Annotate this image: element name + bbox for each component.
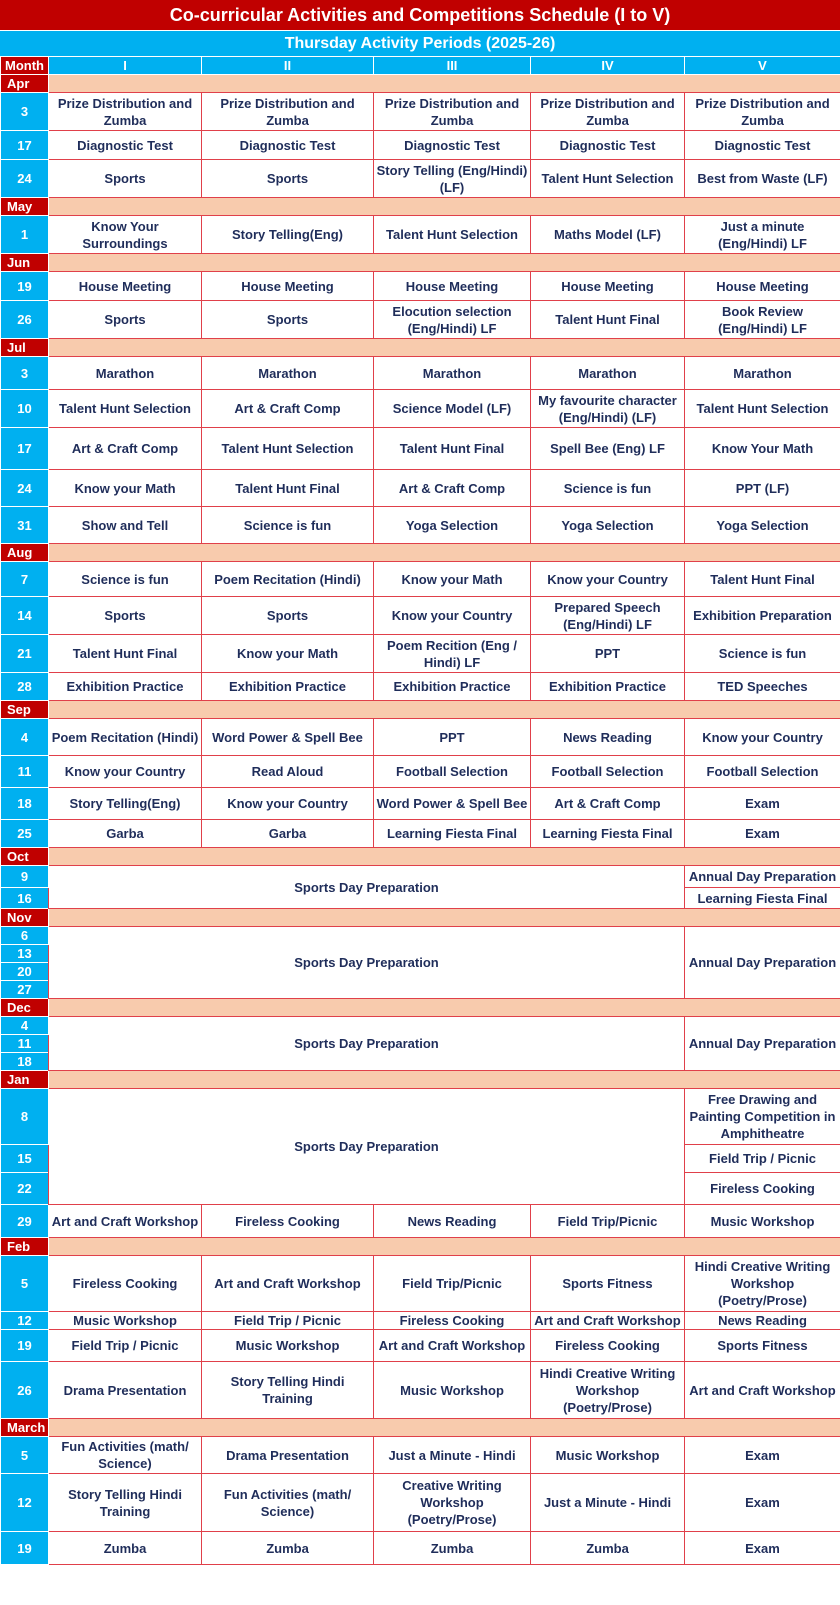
activity-cell: Talent Hunt Selection xyxy=(49,390,202,428)
activity-cell: Field Trip / Picnic xyxy=(49,1330,202,1362)
month-label: March xyxy=(1,1419,49,1437)
activity-cell: Maths Model (LF) xyxy=(531,216,685,254)
schedule-body xyxy=(1,57,840,1565)
activity-cell: Know Your Surroundings xyxy=(49,216,202,254)
activity-cell: Talent Hunt Selection xyxy=(531,160,685,198)
activity-cell: Field Trip / Picnic xyxy=(685,1145,840,1173)
month-row xyxy=(1,1238,840,1256)
activity-cell: Art & Craft Comp xyxy=(49,428,202,470)
activity-cell: Free Drawing and Painting Competition in Amphitheatre xyxy=(685,1089,840,1145)
activity-cell: Art and Craft Workshop xyxy=(202,1256,374,1312)
activity-cell: Fireless Cooking xyxy=(531,1330,685,1362)
activity-cell: House Meeting xyxy=(685,272,840,301)
activity-cell: Best from Waste (LF) xyxy=(685,160,840,198)
activity-cell: Marathon xyxy=(374,357,531,390)
date-cell: 24 xyxy=(1,160,49,198)
activity-cell: Prize Distribution and Zumba xyxy=(531,93,685,131)
date-cell: 19 xyxy=(1,1330,49,1362)
activity-cell: Prize Distribution and Zumba xyxy=(374,93,531,131)
date-cell: 3 xyxy=(1,93,49,131)
activity-cell: Poem Recition (Eng / Hindi) LF xyxy=(374,635,531,673)
activity-cell: Fun Activities (math/ Science) xyxy=(49,1437,202,1474)
month-band xyxy=(49,1071,840,1089)
activity-cell: Diagnostic Test xyxy=(202,131,374,160)
header-month: Month xyxy=(1,57,49,75)
month-row xyxy=(1,339,840,357)
activity-cell: PPT xyxy=(531,635,685,673)
sports-day-preparation-cell: Sports Day Preparation xyxy=(49,1089,685,1205)
schedule-row xyxy=(1,390,840,428)
date-cell: 20 xyxy=(1,963,49,981)
month-row xyxy=(1,198,840,216)
activity-cell: House Meeting xyxy=(202,272,374,301)
activity-cell: Talent Hunt Final xyxy=(685,562,840,597)
activity-cell: Music Workshop xyxy=(202,1330,374,1362)
schedule-row xyxy=(1,1089,840,1145)
activity-cell: Zumba xyxy=(49,1532,202,1565)
month-label: Jan xyxy=(1,1071,49,1089)
schedule-row xyxy=(1,470,840,507)
activity-cell: Talent Hunt Final xyxy=(49,635,202,673)
date-cell: 12 xyxy=(1,1474,49,1532)
activity-cell: Science is fun xyxy=(202,507,374,544)
date-cell: 14 xyxy=(1,597,49,635)
schedule-row xyxy=(1,160,840,198)
activity-cell: Know your Country xyxy=(202,788,374,820)
schedule-row xyxy=(1,719,840,756)
activity-cell: Diagnostic Test xyxy=(685,131,840,160)
month-row xyxy=(1,254,840,272)
activity-cell: Story Telling (Eng/Hindi) (LF) xyxy=(374,160,531,198)
schedule-row xyxy=(1,272,840,301)
schedule-row xyxy=(1,507,840,544)
schedule-row xyxy=(1,562,840,597)
date-cell: 26 xyxy=(1,1362,49,1419)
activity-cell: TED Speeches xyxy=(685,673,840,701)
activity-cell: Diagnostic Test xyxy=(49,131,202,160)
activity-cell: Marathon xyxy=(202,357,374,390)
month-label: Jul xyxy=(1,339,49,357)
date-cell: 26 xyxy=(1,301,49,339)
date-cell: 18 xyxy=(1,788,49,820)
month-band xyxy=(49,75,840,93)
header-row xyxy=(1,57,840,75)
activity-cell: Read Aloud xyxy=(202,756,374,788)
date-cell: 6 xyxy=(1,927,49,945)
activity-cell: Exhibition Practice xyxy=(531,673,685,701)
activity-cell: Field Trip / Picnic xyxy=(202,1312,374,1330)
month-label: May xyxy=(1,198,49,216)
activity-cell: Know your Country xyxy=(374,597,531,635)
activity-cell: Exam xyxy=(685,788,840,820)
date-cell: 28 xyxy=(1,673,49,701)
month-band xyxy=(49,339,840,357)
month-band xyxy=(49,701,840,719)
activity-cell: Art and Craft Workshop xyxy=(685,1362,840,1419)
schedule-row xyxy=(1,357,840,390)
month-band xyxy=(49,198,840,216)
activity-cell: Science Model (LF) xyxy=(374,390,531,428)
activity-cell: Drama Presentation xyxy=(49,1362,202,1419)
page-subtitle: Thursday Activity Periods (2025-26) xyxy=(0,31,840,56)
activity-cell: Zumba xyxy=(374,1532,531,1565)
date-cell: 11 xyxy=(1,1035,49,1053)
date-cell: 25 xyxy=(1,820,49,848)
schedule-row xyxy=(1,1256,840,1312)
month-label: Apr xyxy=(1,75,49,93)
activity-cell: Garba xyxy=(202,820,374,848)
activity-cell: Fireless Cooking xyxy=(49,1256,202,1312)
date-cell: 21 xyxy=(1,635,49,673)
activity-cell: Fireless Cooking xyxy=(685,1173,840,1205)
activity-cell: Diagnostic Test xyxy=(531,131,685,160)
activity-cell: Poem Recitation (Hindi) xyxy=(202,562,374,597)
activity-cell: Sports xyxy=(49,160,202,198)
month-row xyxy=(1,75,840,93)
annual-day-preparation-cell: Annual Day Preparation xyxy=(685,1017,840,1071)
month-label: Aug xyxy=(1,544,49,562)
date-cell: 19 xyxy=(1,272,49,301)
activity-cell: Hindi Creative Writing Workshop (Poetry/Prose) xyxy=(685,1256,840,1312)
date-cell: 5 xyxy=(1,1256,49,1312)
activity-cell: Music Workshop xyxy=(685,1205,840,1238)
activity-cell: Learning Fiesta Final xyxy=(685,888,840,909)
activity-cell: Exhibition Practice xyxy=(202,673,374,701)
activity-cell: Fun Activities (math/ Science) xyxy=(202,1474,374,1532)
activity-cell: Football Selection xyxy=(374,756,531,788)
date-cell: 4 xyxy=(1,1017,49,1035)
header-class-3: III xyxy=(374,57,531,75)
activity-cell: Yoga Selection xyxy=(531,507,685,544)
date-cell: 10 xyxy=(1,390,49,428)
schedule-row xyxy=(1,1017,840,1035)
activity-cell: Music Workshop xyxy=(49,1312,202,1330)
activity-cell: Marathon xyxy=(685,357,840,390)
activity-cell: Music Workshop xyxy=(374,1362,531,1419)
date-cell: 7 xyxy=(1,562,49,597)
activity-cell: Science is fun xyxy=(49,562,202,597)
month-label: Feb xyxy=(1,1238,49,1256)
date-cell: 4 xyxy=(1,719,49,756)
schedule-row xyxy=(1,756,840,788)
schedule-row xyxy=(1,216,840,254)
header-class-1: I xyxy=(49,57,202,75)
activity-cell: Field Trip/Picnic xyxy=(531,1205,685,1238)
activity-cell: Learning Fiesta Final xyxy=(531,820,685,848)
month-label: Sep xyxy=(1,701,49,719)
activity-cell: Know your Country xyxy=(685,719,840,756)
activity-cell: Sports Fitness xyxy=(531,1256,685,1312)
activity-cell: Sports xyxy=(49,597,202,635)
activity-cell: Just a minute (Eng/Hindi) LF xyxy=(685,216,840,254)
date-cell: 8 xyxy=(1,1089,49,1145)
activity-cell: Creative Writing Workshop (Poetry/Prose) xyxy=(374,1474,531,1532)
activity-cell: Know Your Math xyxy=(685,428,840,470)
schedule-row xyxy=(1,597,840,635)
activity-cell: My favourite character (Eng/Hindi) (LF) xyxy=(531,390,685,428)
month-band xyxy=(49,544,840,562)
activity-cell: Science is fun xyxy=(685,635,840,673)
date-cell: 19 xyxy=(1,1532,49,1565)
activity-cell: Exam xyxy=(685,1437,840,1474)
date-cell: 5 xyxy=(1,1437,49,1474)
activity-cell: Annual Day Preparation xyxy=(685,866,840,888)
activity-cell: Field Trip/Picnic xyxy=(374,1256,531,1312)
activity-cell: PPT (LF) xyxy=(685,470,840,507)
activity-cell: News Reading xyxy=(374,1205,531,1238)
date-cell: 27 xyxy=(1,981,49,999)
date-cell: 22 xyxy=(1,1173,49,1205)
month-band xyxy=(49,254,840,272)
activity-cell: Diagnostic Test xyxy=(374,131,531,160)
activity-cell: Music Workshop xyxy=(531,1437,685,1474)
activity-cell: Exam xyxy=(685,1532,840,1565)
activity-cell: Zumba xyxy=(202,1532,374,1565)
activity-cell: Book Review (Eng/Hindi) LF xyxy=(685,301,840,339)
activity-cell: Fireless Cooking xyxy=(374,1312,531,1330)
month-label: Nov xyxy=(1,909,49,927)
date-cell: 17 xyxy=(1,428,49,470)
date-cell: 11 xyxy=(1,756,49,788)
month-row xyxy=(1,701,840,719)
schedule-row xyxy=(1,927,840,945)
schedule-row xyxy=(1,866,840,888)
activity-cell: Story Telling(Eng) xyxy=(202,216,374,254)
month-band xyxy=(49,848,840,866)
date-cell: 18 xyxy=(1,1053,49,1071)
activity-cell: Talent Hunt Selection xyxy=(202,428,374,470)
month-row xyxy=(1,848,840,866)
activity-cell: Exhibition Preparation xyxy=(685,597,840,635)
header-class-5: V xyxy=(685,57,840,75)
activity-cell: Art and Craft Workshop xyxy=(531,1312,685,1330)
activity-cell: News Reading xyxy=(685,1312,840,1330)
schedule-row xyxy=(1,1312,840,1330)
activity-cell: Sports xyxy=(49,301,202,339)
activity-cell: Elocution selection (Eng/Hindi) LF xyxy=(374,301,531,339)
date-cell: 31 xyxy=(1,507,49,544)
activity-cell: Know your Math xyxy=(374,562,531,597)
month-row xyxy=(1,1071,840,1089)
activity-cell: Prize Distribution and Zumba xyxy=(202,93,374,131)
activity-cell: Zumba xyxy=(531,1532,685,1565)
activity-cell: Just a Minute - Hindi xyxy=(374,1437,531,1474)
date-cell: 24 xyxy=(1,470,49,507)
activity-cell: PPT xyxy=(374,719,531,756)
activity-cell: Exam xyxy=(685,1474,840,1532)
month-label: Oct xyxy=(1,848,49,866)
activity-cell: Art and Craft Workshop xyxy=(49,1205,202,1238)
activity-cell: Marathon xyxy=(49,357,202,390)
date-cell: 13 xyxy=(1,945,49,963)
activity-cell: Hindi Creative Writing Workshop (Poetry/Prose) xyxy=(531,1362,685,1419)
activity-cell: Talent Hunt Selection xyxy=(685,390,840,428)
month-label: Jun xyxy=(1,254,49,272)
activity-cell: Talent Hunt Final xyxy=(202,470,374,507)
date-cell: 1 xyxy=(1,216,49,254)
activity-cell: Football Selection xyxy=(531,756,685,788)
schedule-row xyxy=(1,1437,840,1474)
activity-cell: Prepared Speech (Eng/Hindi) LF xyxy=(531,597,685,635)
activity-cell: Exhibition Practice xyxy=(49,673,202,701)
month-row xyxy=(1,999,840,1017)
month-band xyxy=(49,999,840,1017)
schedule-row xyxy=(1,131,840,160)
activity-cell: Art & Craft Comp xyxy=(374,470,531,507)
activity-cell: Word Power & Spell Bee xyxy=(374,788,531,820)
activity-cell: Show and Tell xyxy=(49,507,202,544)
activity-cell: Talent Hunt Final xyxy=(374,428,531,470)
activity-cell: Exhibition Practice xyxy=(374,673,531,701)
activity-cell: Art & Craft Comp xyxy=(531,788,685,820)
activity-cell: Know your Math xyxy=(202,635,374,673)
activity-cell: Football Selection xyxy=(685,756,840,788)
activity-cell: Art & Craft Comp xyxy=(202,390,374,428)
activity-cell: Sports xyxy=(202,597,374,635)
sports-day-preparation-cell: Sports Day Preparation xyxy=(49,927,685,999)
schedule-row xyxy=(1,673,840,701)
month-row xyxy=(1,1419,840,1437)
activity-cell: Know your Country xyxy=(49,756,202,788)
date-cell: 29 xyxy=(1,1205,49,1238)
date-cell: 17 xyxy=(1,131,49,160)
date-cell: 16 xyxy=(1,888,49,909)
schedule-row xyxy=(1,820,840,848)
activity-cell: Art and Craft Workshop xyxy=(374,1330,531,1362)
activity-cell: Spell Bee (Eng) LF xyxy=(531,428,685,470)
schedule-row xyxy=(1,635,840,673)
activity-cell: Learning Fiesta Final xyxy=(374,820,531,848)
month-band xyxy=(49,1419,840,1437)
activity-cell: Yoga Selection xyxy=(685,507,840,544)
schedule-row xyxy=(1,93,840,131)
schedule-row xyxy=(1,301,840,339)
activity-cell: Science is fun xyxy=(531,470,685,507)
activity-cell: Exam xyxy=(685,820,840,848)
schedule-row xyxy=(1,1532,840,1565)
header-class-2: II xyxy=(202,57,374,75)
activity-cell: Fireless Cooking xyxy=(202,1205,374,1238)
activity-cell: Story Telling Hindi Training xyxy=(49,1474,202,1532)
activity-cell: Talent Hunt Selection xyxy=(374,216,531,254)
sports-day-preparation-cell: Sports Day Preparation xyxy=(49,866,685,909)
activity-cell: Know your Country xyxy=(531,562,685,597)
date-cell: 3 xyxy=(1,357,49,390)
activity-cell: House Meeting xyxy=(374,272,531,301)
activity-cell: Sports xyxy=(202,160,374,198)
schedule-row xyxy=(1,428,840,470)
sports-day-preparation-cell: Sports Day Preparation xyxy=(49,1017,685,1071)
activity-cell: Prize Distribution and Zumba xyxy=(685,93,840,131)
schedule-row xyxy=(1,1205,840,1238)
schedule-row xyxy=(1,1330,840,1362)
activity-cell: Just a Minute - Hindi xyxy=(531,1474,685,1532)
month-row xyxy=(1,544,840,562)
date-cell: 15 xyxy=(1,1145,49,1173)
activity-cell: Poem Recitation (Hindi) xyxy=(49,719,202,756)
activity-cell: Sports xyxy=(202,301,374,339)
activity-cell: Drama Presentation xyxy=(202,1437,374,1474)
activity-cell: Talent Hunt Final xyxy=(531,301,685,339)
schedule-row xyxy=(1,1474,840,1532)
activity-cell: Yoga Selection xyxy=(374,507,531,544)
annual-day-preparation-cell: Annual Day Preparation xyxy=(685,927,840,999)
activity-cell: Story Telling(Eng) xyxy=(49,788,202,820)
month-label: Dec xyxy=(1,999,49,1017)
schedule-row xyxy=(1,1362,840,1419)
date-cell: 12 xyxy=(1,1312,49,1330)
activity-cell: Sports Fitness xyxy=(685,1330,840,1362)
month-row xyxy=(1,909,840,927)
activity-cell: Prize Distribution and Zumba xyxy=(49,93,202,131)
page-title: Co-curricular Activities and Competitions Schedule (I to V) xyxy=(0,0,840,31)
activity-cell: Word Power & Spell Bee xyxy=(202,719,374,756)
activity-cell: House Meeting xyxy=(49,272,202,301)
activity-cell: Garba xyxy=(49,820,202,848)
header-class-4: IV xyxy=(531,57,685,75)
activity-cell: News Reading xyxy=(531,719,685,756)
activity-cell: House Meeting xyxy=(531,272,685,301)
schedule-table xyxy=(0,56,840,1565)
date-cell: 9 xyxy=(1,866,49,888)
activity-cell: Marathon xyxy=(531,357,685,390)
activity-cell: Story Telling Hindi Training xyxy=(202,1362,374,1419)
month-band xyxy=(49,909,840,927)
schedule-row xyxy=(1,788,840,820)
activity-cell: Know your Math xyxy=(49,470,202,507)
month-band xyxy=(49,1238,840,1256)
